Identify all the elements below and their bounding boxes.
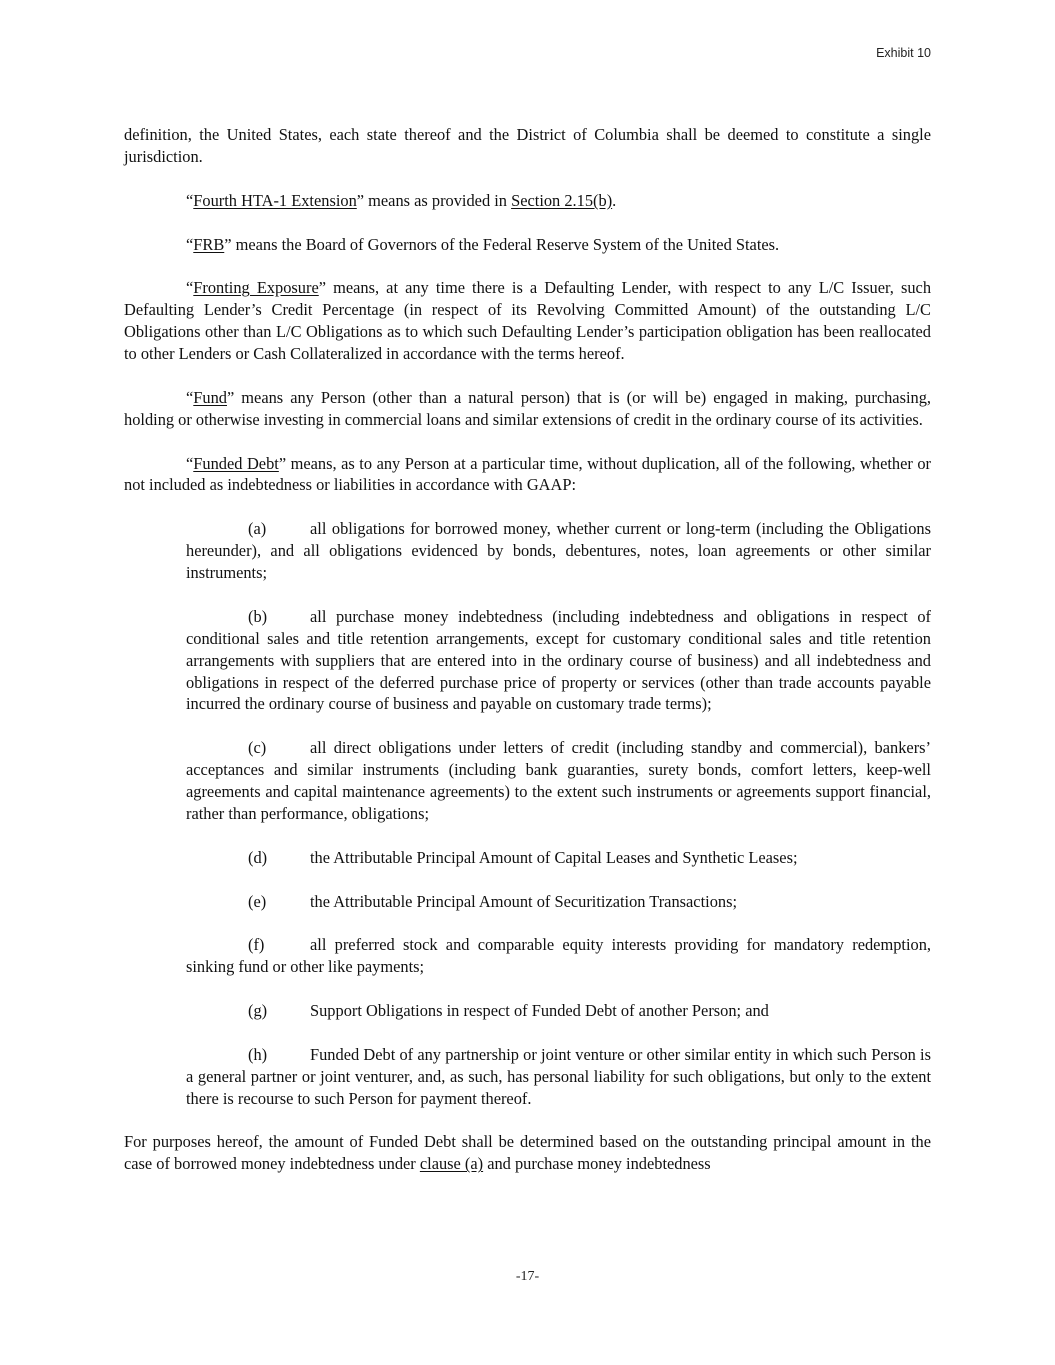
clause-label: (a) — [248, 519, 267, 539]
clause-f — [186, 934, 931, 978]
clause-label: (g) — [248, 1001, 268, 1021]
clause-a — [186, 518, 931, 584]
clause-text: all preferred stock and comparable equity interests providing for mandatory redemption, sinking fund or other like payments; — [186, 935, 931, 977]
section-reference: Section 2.15(b) — [511, 190, 613, 210]
paragraph-text: For purposes hereof, the amount of Funded Debt shall be determined based on the outstanding principal amount in the case of borrowed money indebtedness under — [124, 1132, 931, 1174]
definition-fund — [124, 387, 931, 431]
paragraph-continuation: definition, the United States, each state thereof and the District of Columbia shall be deemed to constitute a single jurisdiction. — [124, 125, 931, 166]
clause-g — [186, 1000, 931, 1022]
definition-fourth-hta-1-extension — [124, 190, 931, 212]
clause-d — [186, 847, 931, 869]
definition-text: ” means, at any time there is a Defaulting Lender, with respect to any L/C Issuer, such Defaulting Lender’s Credit Percentage (in respect of its Revolving Committed Amount) of the outstanding L/C Obligations other than L/C Obligations as to which such Defaulting Lender’s participation obligation has been reallocated to other Lenders or Cash Collateralized in accordance with the terms hereof. — [124, 278, 932, 364]
clause-label: (e) — [248, 891, 267, 911]
document-body — [124, 124, 931, 1175]
clause-h — [186, 1044, 931, 1110]
clause-text: Funded Debt of any partnership or joint venture or other similar entity in which such Person is a general partner or joint venturer, and, as such, has personal liability for such obligations, but only to the extent there is recourse to such Person for payment thereof. — [186, 1044, 931, 1108]
exhibit-label: Exhibit 10 — [876, 46, 931, 60]
open-quote: “ — [186, 234, 194, 254]
open-quote: “ — [186, 453, 194, 473]
clause-reference: clause (a) — [419, 1154, 484, 1174]
clause-e — [186, 891, 931, 913]
paragraph-text-continued: and purchase money indebtedness — [483, 1154, 711, 1174]
open-quote: “ — [186, 190, 194, 210]
defined-term: Fronting Exposure — [193, 278, 319, 298]
defined-term: Funded Debt — [193, 453, 279, 473]
clause-label: (c) — [248, 738, 267, 758]
clause-text: the Attributable Principal Amount of Capital Leases and Synthetic Leases; — [310, 847, 798, 867]
clause-text: all purchase money indebtedness (including indebtedness and obligations in respect of conditional sales and title retention arrangements, except for customary conditional sales and title retention arrangements with suppliers that are entered into in the ordinary course of business) and all indebtedness and obligations in respect of the deferred purchase price of property or services (other than trade accounts payable incurred the ordinary course of business and payable on customary trade terms); — [186, 606, 931, 714]
definition-text: ” means the Board of Governors of the Federal Reserve System of the United States. — [224, 234, 780, 254]
period: . — [612, 190, 617, 210]
clause-c — [186, 737, 931, 825]
definition-fronting-exposure — [124, 277, 931, 365]
clause-text: Support Obligations in respect of Funded Debt of another Person; and — [310, 1001, 769, 1021]
defined-term: Fourth HTA-1 Extension — [193, 190, 357, 210]
defined-term: FRB — [193, 234, 225, 254]
clause-text: all obligations for borrowed money, whether current or long-term (including the Obligations hereunder), and all obligations evidenced by bonds, debentures, notes, loan agreements or other similar instruments; — [186, 519, 931, 583]
definition-frb — [124, 234, 931, 256]
clause-label: (d) — [248, 847, 268, 867]
definition-text: ” means, as to any Person at a particular time, without duplication, all of the following, whether or not included as indebtedness or liabilities in accordance with GAAP: — [124, 453, 931, 495]
open-quote: “ — [186, 278, 194, 298]
clause-text: all direct obligations under letters of credit (including standby and commercial), bankers’ acceptances and similar instruments (including bank guaranties, surety bonds, comfort letters, keep-well agreements and capital maintenance agreements) to the extent such instruments or agreements support financial, rather than performance, obligations; — [186, 738, 931, 823]
page-number: -17- — [515, 1269, 540, 1284]
paragraph-funded-debt-determination — [124, 1131, 931, 1175]
clause-text: the Attributable Principal Amount of Securitization Transactions; — [310, 891, 738, 911]
open-quote: “ — [186, 387, 194, 407]
definition-funded-debt — [124, 453, 931, 497]
definition-text: ” means any Person (other than a natural person) that is (or will be) engaged in making, purchasing, holding or otherwise investing in commercial loans and similar extensions of credit in the ordinary course of its activities. — [124, 387, 931, 429]
defined-term: Fund — [193, 387, 227, 407]
definition-text: ” means as provided in — [356, 190, 512, 210]
clause-label: (f) — [248, 935, 265, 955]
clause-label: (b) — [248, 606, 268, 626]
clause-label: (h) — [248, 1044, 268, 1064]
clause-b — [186, 606, 931, 716]
